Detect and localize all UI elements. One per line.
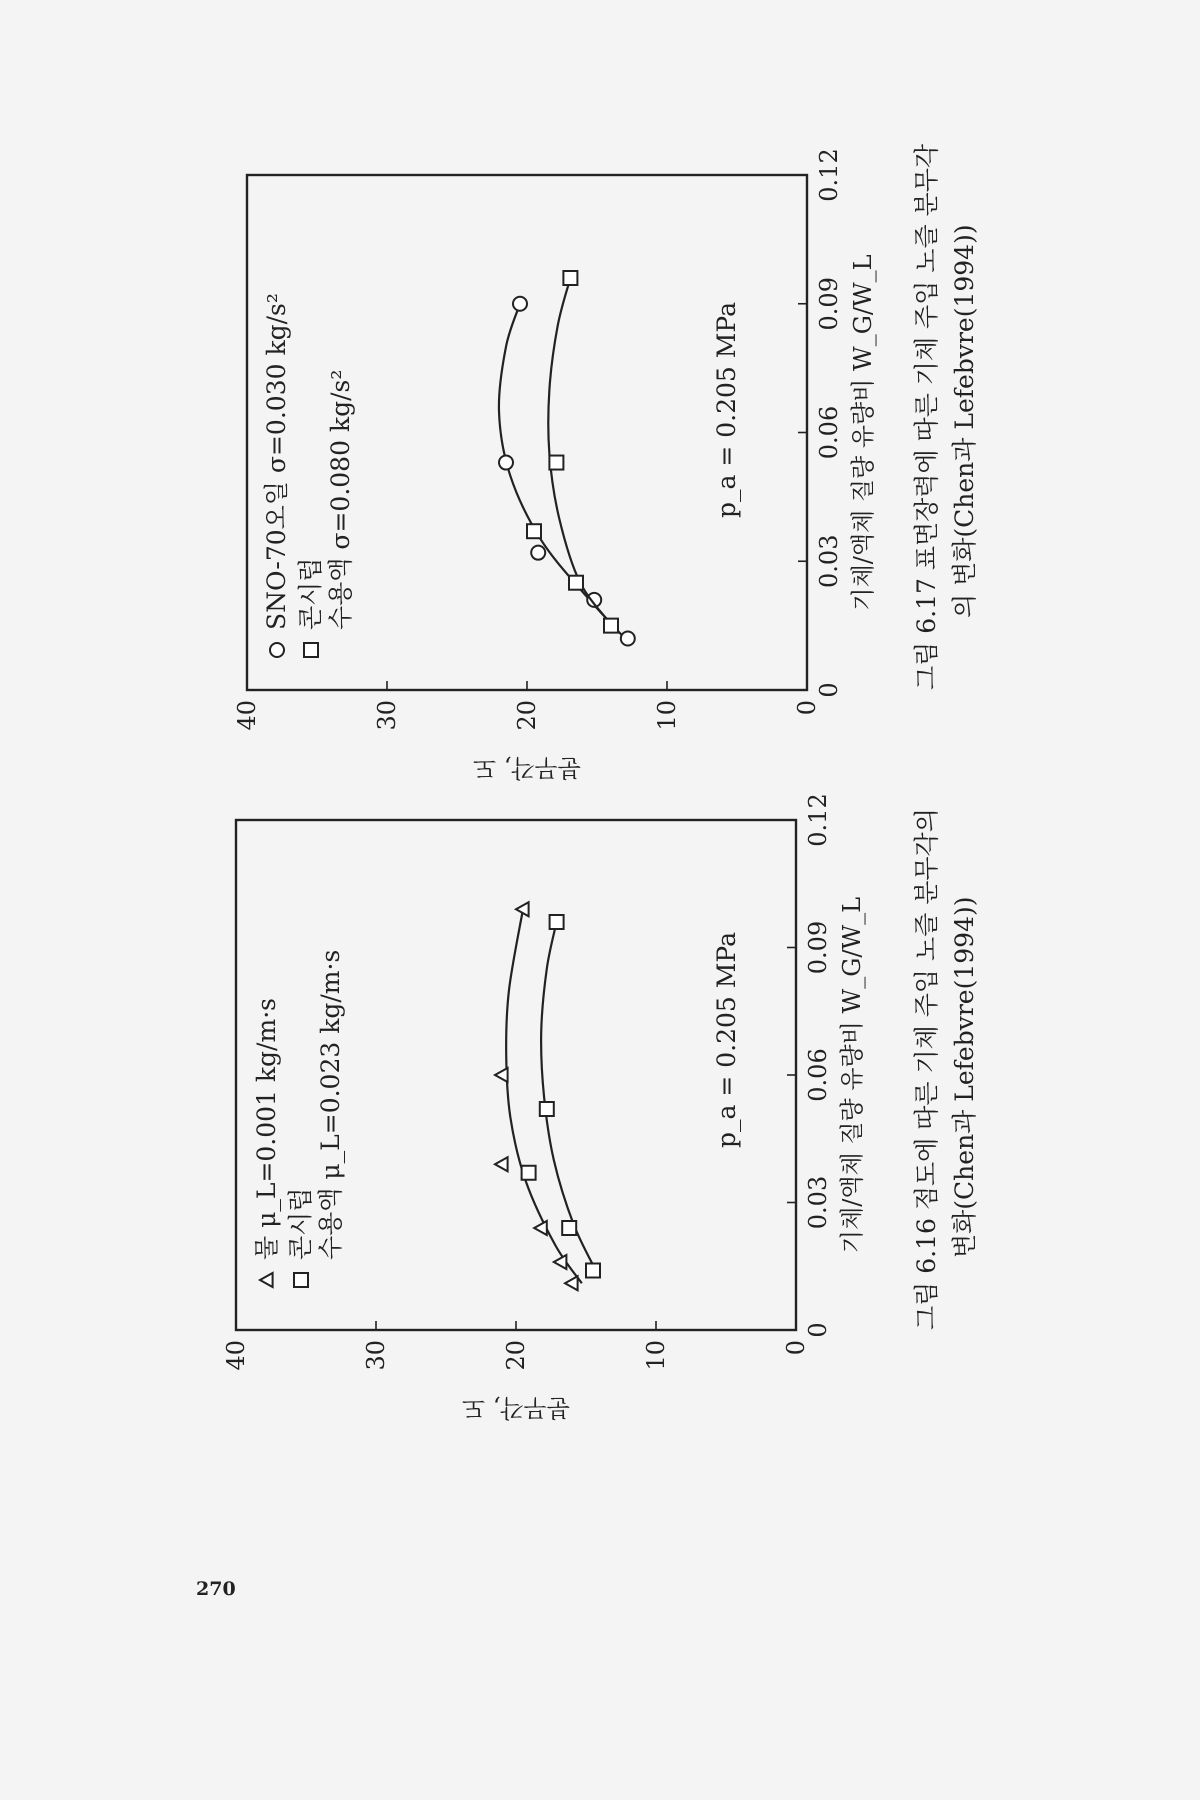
y-tick-label: 20 [513,700,541,731]
pressure-annotation: p_a = 0.205 MPa [712,932,741,1148]
x-tick-label: 0.06 [804,1048,832,1102]
legend-entry-label: 물 μ_L=0.001 kg/m·s [252,998,281,1260]
pressure-annotation: p_a = 0.205 MPa [712,302,741,518]
square-marker [522,1166,536,1180]
x-tick-label: 0.09 [815,277,843,331]
series-1 [527,271,618,633]
square-marker [586,1264,600,1278]
x-axis-title: 기체/액체 질량 유량비 W_G/W_L [849,254,877,611]
fig-6-17-chart [233,143,979,782]
x-tick-label: 0.12 [815,148,843,202]
y-tick-label: 10 [642,1340,670,1371]
legend-entry-label-line2: 수용액 σ=0.080 kg/s² [326,369,355,630]
legend-entry-label: 콘시럽 [286,1187,315,1260]
y-tick-label: 30 [373,700,401,731]
square-marker [527,524,541,538]
legend-entry-label: SNO-70오일 σ=0.030 kg/s² [262,293,291,630]
circle-marker [531,546,545,560]
x-tick-label: 0.12 [804,793,832,847]
y-tick-label: 40 [222,1340,250,1371]
legend-square-icon [294,1273,308,1287]
y-axis-title: 분무각, 도 [462,1394,570,1422]
x-tick-label: 0.03 [815,534,843,588]
circle-marker [621,632,635,646]
x-tick-label: 0 [815,682,843,698]
y-tick-label: 20 [502,1340,530,1371]
series-1 [522,915,600,1278]
figure-caption: 그림 6.17 표면장력에 따른 기체 주입 노즐 분무각 [912,144,941,690]
x-tick-label: 0.03 [804,1175,832,1230]
square-marker [569,576,583,590]
triangle-marker [495,1068,508,1082]
legend [252,950,345,1287]
legend-entry-label: 콘시럽 [296,557,325,630]
legend-square-icon [304,643,318,657]
x-tick-label: 0.06 [815,405,843,460]
legend-triangle-icon [260,1273,273,1287]
square-marker [562,1221,576,1235]
series-1-fit-curve [548,278,612,626]
square-marker [550,915,564,929]
y-axis-title: 분무각, 도 [473,754,581,782]
legend-circle-icon [270,643,284,657]
y-tick-label: 30 [362,1340,390,1371]
x-axis-title: 기체/액체 질량 유량비 W_G/W_L [838,896,866,1254]
page-number: 270 [196,1578,236,1600]
legend [262,293,355,657]
fig-6-16-chart [222,793,979,1422]
series-0 [499,297,635,646]
legend-entry-label-line2: 수용액 μ_L=0.023 kg/m·s [316,949,345,1260]
square-marker [604,619,618,633]
triangle-marker [495,1157,508,1171]
square-marker [540,1102,554,1116]
figure-caption-line2: 변화(Chen과 Lefebvre(1994)) [950,896,979,1258]
square-marker [549,456,563,470]
square-marker [563,271,577,285]
triangle-marker [565,1276,578,1290]
x-tick-label: 0 [804,1322,832,1338]
triangle-marker [554,1255,567,1269]
figure-caption: 그림 6.16 점도에 따른 기체 주입 노즐 분무각의 [912,808,941,1330]
y-tick-label: 40 [233,700,261,731]
y-tick-label: 0 [782,1340,810,1356]
triangle-marker [534,1221,547,1235]
figure-caption-line2: 의 변화(Chen과 Lefebvre(1994)) [950,224,979,618]
circle-marker [499,456,513,470]
series-1-fit-curve [541,922,596,1271]
x-tick-label: 0.09 [804,920,832,975]
series-0-fit-curve [499,304,625,639]
y-tick-label: 10 [653,700,681,731]
y-tick-label: 0 [793,700,821,716]
circle-marker [513,297,527,311]
